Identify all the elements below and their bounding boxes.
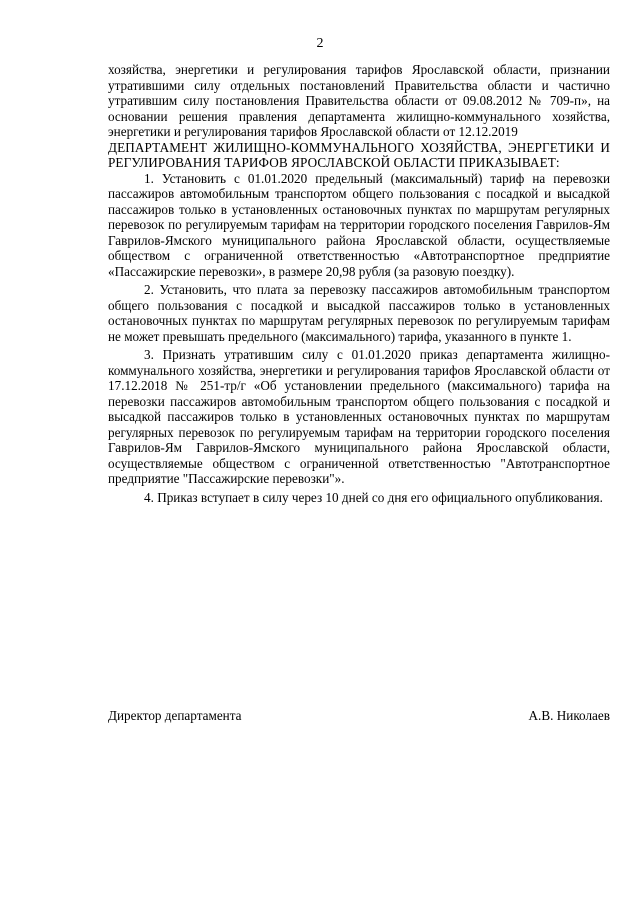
order-item-3: 3. Признать утратившим силу с 01.01.2020 приказ департамента жилищно-коммунального хозяйства, энергетики и регулирования тарифов Ярославской области от 17.12.2018 № 251-тр/г «Об установлении предельного (максимального) тарифа на перевозки пассажиров автомобильным транспортом общего пользования с посадкой и высадкой пассажиров только в установленных остановочных пунктах по маршрутам регулярных перевозок по регулируемым тарифам на территории городского поселения Гаврилов-Ям Гаврилов-Ямского муниципального района Ярославской области, осуществляемые обществом с ограниченной ответственностью "Автотранспортное предприятие "Пассажирские перевозки"». — [108, 347, 610, 486]
signature-block — [108, 708, 610, 724]
page-number: 2 — [316, 36, 324, 51]
order-heading: ДЕПАРТАМЕНТ ЖИЛИЩНО-КОММУНАЛЬНОГО ХОЗЯЙСТВА, ЭНЕРГЕТИКИ И РЕГУЛИРОВАНИЯ ТАРИФОВ ЯРОСЛАВСКОЙ ОБЛАСТИ ПРИКАЗЫВАЕТ: — [108, 139, 610, 170]
order-item-1: 1. Установить с 01.01.2020 предельный (максимальный) тариф на перевозки пассажиров автомобильным транспортом общего пользования с посадкой и высадкой пассажиров только в установленных остановочных пунктах по маршрутам регулярных перевозок по регулируемым тарифам на территории городского поселения Гаврилов-Ям Гаврилов-Ямского муниципального района Ярославской области, осуществляемые обществом с ограниченной ответственностью «Автотранспортное предприятие «Пассажирские перевозки», в размере 20,98 рубля (за разовую поездку). — [108, 170, 610, 279]
signatory-name: А.В. Николаев — [528, 708, 610, 723]
document-body — [108, 62, 610, 505]
order-item-2: 2. Установить, что плата за перевозку пассажиров автомобильным транспортом общего пользования с посадкой и высадкой пассажиров только в установленных остановочных пунктах по маршрутам регулярных перевозок по регулируемым тарифам не может превышать предельного (максимального) тарифа, указанного в пункте 1. — [108, 282, 610, 344]
order-item-4: 4. Приказ вступает в силу через 10 дней со дня его официального опубликования. — [144, 489, 603, 505]
signatory-position: Директор департамента — [108, 708, 242, 723]
intro-paragraph: хозяйства, энергетики и регулирования тарифов Ярославской области, признании утратившими силу отдельных постановлений Правительства области и частично утратившим силу постановления Правительства области от 09.08.2012 № 709-п», на основании решения правления департамента жилищно-коммунального хозяйства, энергетики и регулирования тарифов Ярославской области от 12.12.2019 — [108, 62, 610, 139]
